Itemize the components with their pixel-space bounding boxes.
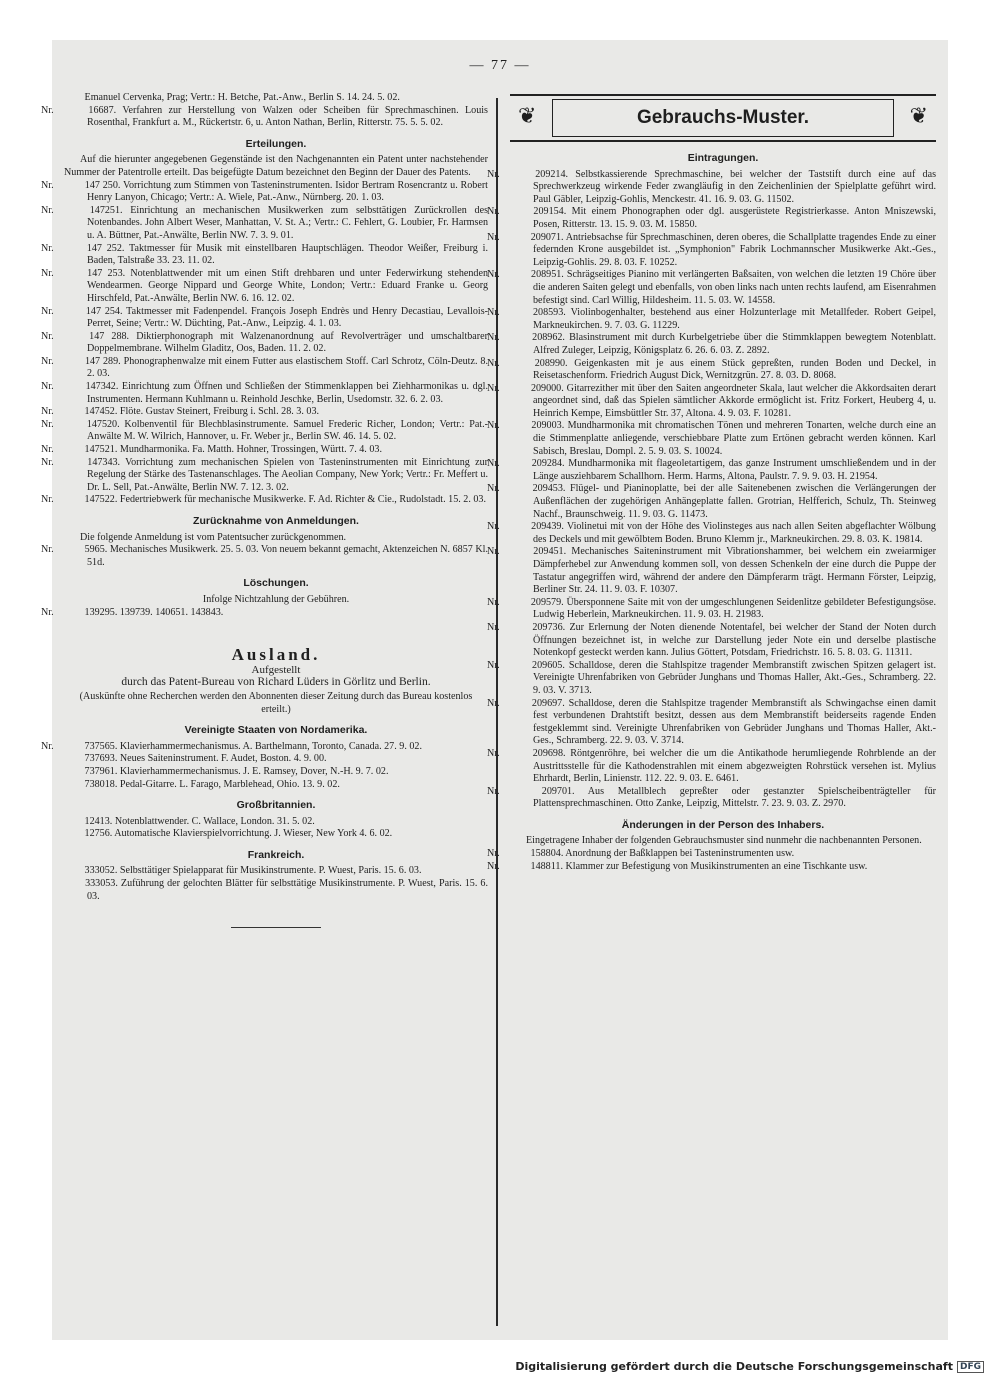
entry-text: 12413. Notenblattwender. C. Wallace, London. 31. 5. 02. (84, 815, 315, 827)
entry-item (41, 456, 488, 495)
page-number: — 77 — (469, 58, 531, 73)
entry-text: 209000. Gitarrezither mit über den Saiten angeordneter Skala, laut welcher die Akkordsaiten derart angeordnet sind, daß das Spielen sämtlicher Akkorde ermöglicht ist. Fritz Forkert, Heuberg 4, u. Heinrich Kempe, Eimsbüttler Str. 37, Altona. 4. 9. 03. F. 10281. (530, 382, 936, 419)
entry-prefix: Nr. (487, 659, 500, 671)
entry-text: 208951. Schrägseitiges Pianino mit verlängerten Baßsaiten, von welchen die letzten 19 Chöre über die anderen Saiten gelegt und ebenfalls, von oben links nach unten rechts laufend, am Eisenrahmen befestigt sind. Carl Willig, Hildesheim. 11. 5. 03. W. 14558. (531, 269, 936, 306)
ornament-left-icon: ❦ (518, 104, 537, 129)
entry-item (487, 848, 936, 861)
ausland-sub1: Aufgestellt (251, 663, 301, 676)
entry-text: 208962. Blasinstrument mit durch Kurbelgetriebe über die Stimmklappen bewegtem Notenblatt. Alfred Zuleger, Leipzig, Königsplatz 6. 26. 6. 03. Z. 2892. (532, 332, 936, 356)
entry-text: 147452. Flöte. Gustav Steinert, Freiburg i. Schl. 28. 3. 03. (84, 406, 320, 418)
entry-prefix: Nr. (41, 544, 54, 556)
entry-text: 737565. Klavierhammermechanismus. A. Barthelmann, Toronto, Canada. 27. 9. 02. (84, 740, 422, 752)
erteilungen-intro: Auf die hierunter angegebenen Gegenstände ist den Nachgenannten ein Patent unter nachstehender Nummer der Patentrolle erteilt. Das beigefügte Datum bezeichnet den Beginn der Dauer des Patents. (64, 154, 488, 178)
entry-item (41, 355, 488, 381)
entry-text: 16687. Verfahren zur Herstellung von Walzen oder Scheiben für Sprechmaschinen. Louis Rosenthal, Frankfurt a. M., Rückertstr. 6, u. Anton Nathan, Berlin, Ritterstr. 75. 5. 5. 02. (87, 104, 488, 129)
entry-prefix: Nr. (41, 242, 54, 254)
usa-list (41, 740, 488, 791)
entry-prefix: Nr. (487, 596, 500, 608)
entry-text: 333053. Zuführung der gelochten Blätter für selbsttätige Musikinstrumente. P. Wuest, Paris. 15. 6. 03. (85, 878, 488, 902)
entry-prefix: Nr. (41, 406, 54, 418)
entry-prefix: Nr. (41, 330, 54, 342)
entry-item (64, 779, 488, 792)
entry-text: 12756. Automatische Klavierspielvorrichtung. J. Wieser, New York 4. 6. 02. (84, 828, 393, 840)
entry-item (41, 330, 488, 356)
entry-item (41, 204, 488, 243)
intro-list (41, 92, 488, 130)
entry-item (487, 621, 936, 660)
entry-item (487, 860, 936, 874)
entry-text: 209579. Übersponnene Saite mit von der umgeschlungenen Seidenlitze gebildeter Befestigungsöse. Ludwig Heberlein, Markneukirchen. 11. 9. 03. H. 21983. (530, 596, 936, 621)
entry-text: 147 289. Phonographenwalze mit einem Futter aus elastischem Stoff. Carl Schrotz, Cöln-Deutz. 8. 2. 03. (84, 355, 488, 380)
entry-prefix: Nr. (487, 785, 500, 797)
entry-prefix: Nr. (487, 697, 500, 709)
fr-heading: Frankreich. (247, 848, 305, 861)
entry-item (41, 381, 488, 406)
entry-text: 209003. Mundharmonika mit chromatischen Tönen und mehreren Tonarten, welche durch eine an die Stimmenplatte anliegende, verschiebbare Platte zum Ertönen gebracht werden können. Karl Sabisch, Breslau, Dompl. 2. 5. 9. 03. S. 10024. (531, 420, 936, 457)
ornament-right-icon: ❦ (909, 104, 928, 129)
entry-text: 147 254. Taktmesser mit Fadenpendel. François Joseph Endrès und Henry Decastiau, Levallois-Perret, Seine; Vertr.: W. Düchting, Pat.-Anw., Leipzig. 4. 1. 03. (85, 305, 488, 330)
left-column (41, 92, 488, 928)
entry-item (41, 494, 488, 507)
entry-prefix: Nr. (487, 231, 500, 243)
entry-item (41, 104, 488, 130)
entry-item (487, 357, 937, 383)
entry-item (487, 307, 936, 332)
entry-text: 209701. Aus Metallblech gepreßter oder gestanzter Spielscheibenträgteller für Plattensprechmaschinen. Otto Zanke, Leipzig, Mittelstr. 7. 23. 9. 03. Z. 2970. (533, 785, 936, 810)
entry-prefix: Nr. (487, 168, 500, 180)
entry-prefix: Nr. (41, 179, 54, 191)
entry-prefix: Nr. (487, 332, 500, 344)
entry-item (487, 332, 936, 357)
loeschungen-heading: Löschungen. (243, 577, 309, 590)
entry-prefix: Nr. (41, 606, 54, 618)
entry-text: 738018. Pedal-Gitarre. L. Farago, Marblehead, Ohio. 13. 9. 02. (84, 778, 340, 790)
dfg-footer (515, 1360, 984, 1373)
entry-text: 147 288. Diktierphonograph mit Walzenanordnung auf Revolverträger und umschaltbarer Doppelmembrane. Wilhelm Gladitz, Oos, Baden. 11. 2. 02. (87, 330, 488, 355)
entry-prefix: Nr. (41, 456, 54, 468)
zuruecknahme-intro: Die folgende Anmeldung ist vom Patentsucher zurückgenommen. (80, 531, 347, 543)
entry-text: 148811. Klammer zur Befestigung von Musikinstrumenten an eine Tischkante usw. (530, 860, 868, 872)
entry-item (41, 740, 488, 754)
entry-text: 209605. Schalldose, deren die Stahlspitze tragender Membranstift zwischen Spitzen gelagert ist. Vereinigte Uhrenfabriken von Gebrüder Junghans und Thomas Haller, Akt.-Ges., Schramberg. 22. 9. 03. V. 3713. (532, 659, 936, 696)
usa-heading: Vereinigte Staaten von Nordamerika. (184, 724, 368, 737)
entry-item (41, 242, 488, 268)
entry-text: 139295. 139739. 140651. 143843. (84, 606, 224, 618)
entry-item (487, 785, 936, 811)
entry-text: 209284. Mundharmonika mit flageoletartigem, das ganze Instrument umschließendem und in der Länge ausziehbarem Schallhorn. Herm. Harms, Altona, Paulstr. 7. 9. 9. 03. H. 21954. (531, 458, 936, 482)
entry-prefix: Nr. (487, 546, 500, 558)
entry-text: 147520. Kolbenventil für Blechblasinstrumente. Samuel Frederic Richer, London; Vertr.: Pat.-Anwälte M. W. Wilrich, Hannover, u. Fr. Weber jr., Berlin SW. 46. 14. 5. 02. (86, 418, 488, 443)
entry-item (41, 305, 488, 331)
loeschungen-intro: Infolge Nichtzahlung der Gebühren. (202, 593, 350, 605)
column-divider (496, 98, 498, 1326)
entry-text: 737961. Klavierhammermechanismus. J. E. Ramsey, Dover, N.-H. 9. 7. 02. (84, 765, 389, 777)
entry-prefix: Nr. (487, 860, 500, 872)
aenderungen-list (487, 848, 936, 873)
entry-prefix: Nr. (487, 420, 500, 432)
entry-prefix: Nr. (487, 483, 500, 495)
entry-item (487, 269, 936, 307)
entry-item (41, 267, 488, 306)
entry-item (64, 753, 488, 766)
entry-item (41, 418, 488, 444)
entry-text: 209214. Selbstkassierende Sprechmaschine, bei welcher der Taststift durch eine auf das Sprechwerkzeug wirkende Feder zwangläufig in den Zeichenlinien der Spielplatte geführt wird. Paul Gäbler, Leipzig-Gohlis, Menckestr. 41. 16. 9. 03. G. 11502. (533, 168, 936, 205)
eintragungen-list (487, 168, 937, 811)
loeschungen-list (41, 606, 488, 620)
zuruecknahme-list (41, 544, 488, 569)
entry-item (487, 382, 936, 421)
entry-prefix: Nr. (487, 269, 500, 281)
entry-prefix: Nr. (487, 357, 500, 369)
entry-item (64, 92, 488, 105)
entry-prefix: Nr. (487, 206, 500, 218)
entry-text: 147342. Einrichtung zum Öffnen und Schließen der Stimmenklappen bei Ziehharmonikas u. dgl. Instrumenten. Hermann Kuhlmann u. Reinhold Jeschke, Berlin, Usedomstr. 32. 6. 2. 03. (85, 381, 488, 405)
entry-item (487, 231, 936, 270)
entry-text: 209697. Schalldose, deren die Stahlspitze tragender Membranstift als Schwingachse einen damit fest verbundenen Drahtstift besitzt, dessen aus dem Membranstift beiderseits ragende Enden festgeklemmt sind. Vereinigte Uhrenfabriken von Gebrüder Junghans und Thomas Haller, Akt.-Ges., Schramberg. 22. 9. 03. V. 3714. (531, 697, 937, 747)
entry-item (487, 596, 936, 622)
entry-item (487, 168, 936, 207)
entry-prefix: Nr. (41, 740, 54, 752)
entry-prefix: Nr. (41, 204, 54, 216)
entry-text: 209451. Mechanisches Saiteninstrument mit Vibrationshammer, bei welchem ein zweiarmiger Dämpferhebel zur Anwendung kommen soll, von dessen Schenkeln der eine durch die Puppe der Tastatur angegriffen wird, während der andere den Dämpferarm trägt. Hermann Förster, Leipzig, Berliner Str. 24. 11. 9. 03. F. 10307. (533, 546, 936, 596)
footer-text: Digitalisierung gefördert durch die Deutsche Forschungsgemeinschaft (515, 1360, 953, 1373)
entry-item (487, 546, 936, 596)
entry-item (487, 697, 937, 748)
entry-prefix: Nr. (487, 307, 500, 319)
entry-item (41, 544, 488, 569)
entry-item (41, 606, 488, 620)
entry-item (487, 420, 936, 458)
entry-text: 147521. Mundharmonika. Fa. Matth. Hohner, Trossingen, Württ. 7. 4. 03. (84, 444, 382, 456)
entry-text: 147 250. Vorrichtung zum Stimmen von Tasteninstrumenten. Isidor Bertram Rosencrantz u. Robert Henry Lanyon, Chicago; Vertr.: A. Wiele, Pat.-Anw., Nürnberg. 20. 1. 03. (84, 179, 488, 204)
entry-text: 147251. Einrichtung an mechanischen Musikwerken zum selbsttätigen Zurückrollen des Notenbandes. John Albert Weser, Manhattan, V. St. A.; Vertr.: C. Fehlert, G. Loubier, Fr. Harmsen u. A. Büttner, Pat.-Anwälte, Berlin NW. 7. 3. 9. 01. (87, 204, 488, 241)
entry-text: 737693. Neues Saiteninstrument. F. Audet, Boston. 4. 9. 00. (84, 753, 327, 765)
eintragungen-heading: Eintragungen. (687, 152, 759, 164)
entry-text: 333052. Selbsttätiger Spielapparat für Musikinstrumente. P. Wuest, Paris. 15. 6. 03. (84, 865, 422, 877)
fr-list (64, 865, 488, 903)
ausland-note: (Auskünfte ohne Recherchen werden den Abonnenten dieser Zeitung durch das Bureau kostenlos erteilt.) (79, 690, 473, 715)
entry-text: 147 253. Notenblattwender mit um einen Stift drehbaren und unter Federwirkung stehenden Wendearmen. George Nippard und George White, London; Vertr.: Eduard Franke u. Georg Hirschfeld, Pat.-Anwälte, Berlin NW. 6. 16. 12. 02. (87, 267, 488, 304)
dfg-logo: DFG (957, 1361, 984, 1373)
entry-item (64, 878, 488, 903)
ausland-title: Ausland. (231, 645, 321, 665)
aenderungen-heading: Änderungen in der Person des Inhabers. (621, 818, 825, 831)
entry-text: 208990. Geigenkasten mit je aus einem Stück gepreßten, runden Boden und Deckel, in Reisetaschenform. Friedrich August Dick, Wernitzgrün. 27. 8. 03. D. 8068. (533, 357, 937, 382)
entry-item (487, 747, 936, 786)
entry-text: Emanuel Cervenka, Prag; Vertr.: H. Betche, Pat.-Anw., Berlin S. 14. 24. 5. 02. (84, 92, 400, 103)
entry-text: 209154. Mit einem Phonographen oder dgl. ausgerüstete Registrierkasse. Anton Mniszewski, Posen, Ritterstr. 13. 15. 9. 03. M. 15850. (533, 206, 936, 230)
entry-prefix: Nr. (41, 355, 54, 367)
entry-item (487, 206, 936, 231)
entry-prefix: Nr. (487, 621, 500, 633)
entry-prefix: Nr. (487, 458, 500, 470)
entry-prefix: Nr. (41, 267, 54, 279)
entry-text: 209698. Röntgenröhre, bei welcher die um die Antikathode herumliegende Rohrblende an der Austrittsstelle für die Kathodenstrahlen mit einem abgezweigten Rohrstück versehen ist. Mylius Ehrhardt, Berlin, Linienstr. 112. 22. 9. 03. E. 6461. (532, 747, 936, 785)
entry-text: 147343. Vorrichtung zum mechanischen Spielen von Tasteninstrumenten mit Einrichtung zur Regelung der Stärke des Tastenanschlages. The Aeolian Company, New York; Vertr.: Fr. Meffert u. Dr. L. Sell, Pat.-Anwälte, Berlin NW. 7. 12. 3. 02. (87, 456, 488, 493)
entry-item (487, 659, 936, 698)
entry-item (41, 406, 488, 419)
entry-prefix: Nr. (41, 494, 54, 506)
zuruecknahme-heading: Zurücknahme von Anmeldungen. (193, 515, 359, 527)
entry-item (487, 521, 936, 546)
entry-item (64, 865, 488, 878)
entry-prefix: Nr. (487, 848, 500, 860)
entry-text: 209071. Antriebsachse für Sprechmaschinen, deren oberes, die Schallplatte tragendes Ende zu einer federnden Krone ausgebildet ist. „Symphonion" Fabrik Lochmannscher Musikwerke Akt.-Ges., Leipzig-Gohlis. 29. 8. 03. F. 10252. (530, 231, 936, 268)
entry-text: 147 252. Taktmesser für Musik mit einstellbaren Hauptschlägen. Theodor Weißer, Freiburg i. Baden, Talstraße 33. 23. 11. 02. (86, 242, 488, 267)
entry-text: 209736. Zur Erlernung der Noten dienende Notentafel, bei welcher der Stand der Noten durch Öffnungen bezeichnet ist, in welche zur Darstellung jeder Note ein und derselbe plastische Notenkopf gesteckt werden kann. Julius Göttert, Potsdam, Friedrichstr. 16. 5. 8. 03. G. 11311. (532, 621, 936, 659)
entry-text: 147522. Federtriebwerk für mechanische Musikwerke. F. Ad. Richter & Cie., Rudolstadt. 15. 2. 03. (84, 494, 486, 506)
end-rule (231, 927, 321, 928)
entry-prefix: Nr. (41, 444, 54, 456)
entry-item (64, 828, 488, 841)
entry-prefix: Nr. (41, 381, 54, 393)
entry-text: 158804. Anordnung der Baßklappen bei Tasteninstrumenten usw. (530, 848, 795, 860)
entry-text: 209453. Flügel- und Pianinoplatte, bei der alle Saitenebenen zwischen die Verlängerungen der Außenflächen der zugehörigen Anhängeplatte fallen. Grotrian, Helfferich, Schulz, Th. Steinweg Nachf., Braunschweig. 11. 9. 03. G. 11473. (532, 483, 936, 520)
erteilungen-list (41, 179, 488, 507)
gb-heading: Großbritannien. (236, 799, 316, 812)
right-column (487, 92, 937, 873)
entry-text: 208593. Violinbogenhalter, bestehend aus einer Holzunterlage mit Metallfeder. Robert Geipel, Markneukirchen. 9. 7. 03. G. 11229. (532, 307, 936, 331)
entry-prefix: Nr. (487, 521, 500, 533)
entry-text: 5965. Mechanisches Musikwerk. 25. 5. 03. Von neuem bekannt gemacht, Aktenzeichen N. 6857 Kl. 51d. (84, 544, 488, 568)
entry-text: 209439. Violinetui mit von der Höhe des Violinsteges aus nach allen Seiten abgeflachter Wölbung des Deckels und mit gewölbtem Boden. Bruno Klemm jr., Markneukirchen. 29. 8. 03. K. 19814. (531, 521, 936, 545)
entry-prefix: Nr. (487, 747, 500, 759)
aenderungen-intro: Eingetragene Inhaber der folgenden Gebrauchsmuster sind nunmehr die nachbenannten Personen. (526, 835, 922, 847)
entry-item (487, 483, 936, 521)
ausland-sub2: durch das Patent-Bureau von Richard Lüders in Görlitz und Berlin. (121, 676, 431, 689)
entry-prefix: Nr. (41, 104, 54, 116)
entry-item (64, 766, 488, 779)
gebrauchsmuster-title: Gebrauchs-Muster. (552, 99, 894, 137)
entry-item (41, 179, 488, 205)
entry-item (41, 444, 488, 457)
erteilungen-heading: Erteilungen. (245, 137, 307, 150)
gb-list (64, 816, 488, 841)
entry-prefix: Nr. (487, 382, 500, 394)
entry-item (487, 458, 936, 483)
entry-prefix: Nr. (41, 418, 54, 430)
gebrauchsmuster-banner (510, 94, 936, 142)
entry-prefix: Nr. (41, 305, 54, 317)
entry-item (64, 816, 488, 829)
